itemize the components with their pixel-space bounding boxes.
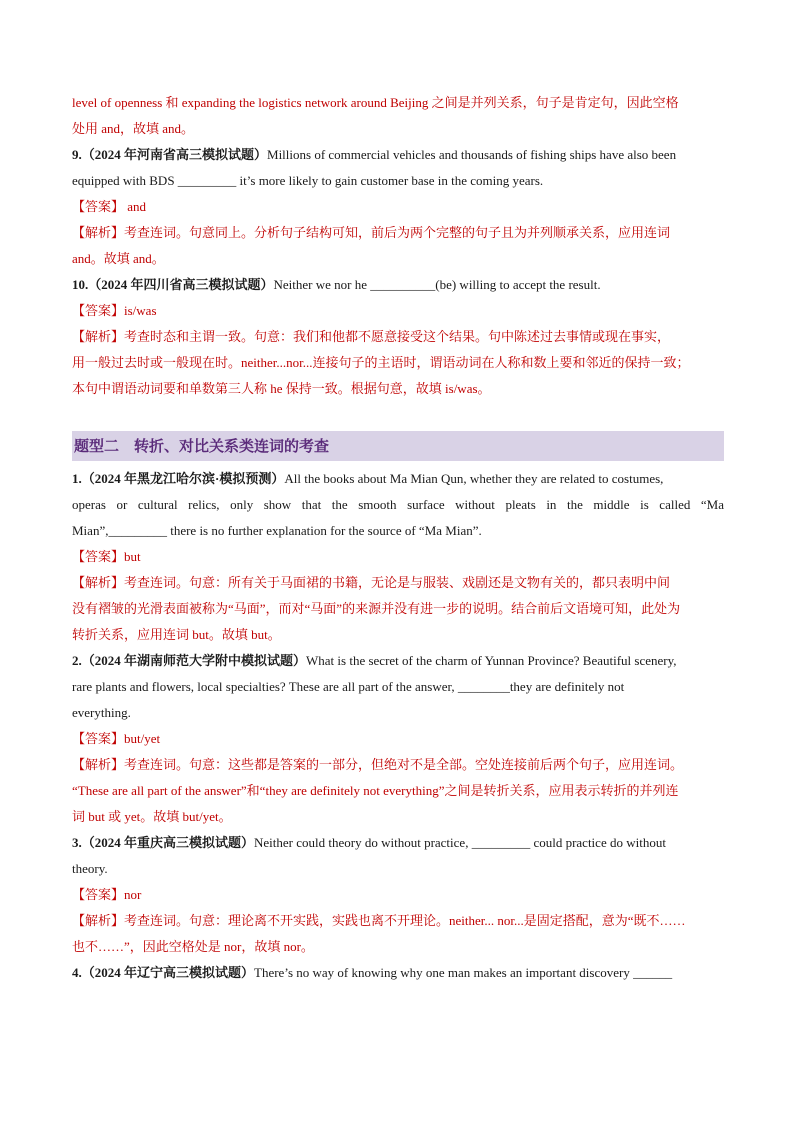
- q10-number: 10.: [72, 277, 89, 292]
- q9-stem-line-1: [72, 142, 724, 168]
- s2q1-stem-line-2: operas or cultural relics, only show that the smooth surface without pleats in the middle is called “Ma: [72, 497, 724, 512]
- s2q1-source: （2024 年黑龙江哈尔滨·模拟预测）: [81, 471, 285, 486]
- q10-source: （2024 年四川省高三模拟试题）: [88, 277, 274, 292]
- q9-source: （2024 年河南省高三模拟试题）: [81, 147, 268, 162]
- q8-explanation-line-2: 处用 and，故填 and。: [72, 121, 195, 136]
- s2q3-stem-text-1: Neither could theory do without practice, _________ could practice do without: [254, 835, 666, 850]
- s2q2-stem-line-3: everything.: [72, 705, 131, 720]
- q10-stem-line-1: [72, 272, 724, 298]
- s2q2-explanation-line-2: “These are all part of the answer”和“they are definitely not everything”之间是转折关系，应用表示转折的并列连: [72, 783, 679, 798]
- q10-explanation-line-3: 本句中谓语动词要和单数第三人称 he 保持一致。根据句意，故填 is/was。: [72, 381, 491, 396]
- s2q3-answer: 【答案】nor: [72, 887, 142, 902]
- s2q2-explanation-line-1: 【解析】考查连词。句意：这些都是答案的一部分，但绝对不是全部。空处连接前后两个句子，应用连词。: [72, 757, 684, 772]
- s2q1-explanation-line-1: 【解析】考查连词。句意：所有关于马面裙的书籍，无论是与服装、戏剧还是文物有关的，都只表明中间: [72, 575, 671, 590]
- q10-explanation-line-2: 用一般过去时或一般现在时。neither...nor...连接句子的主语时，谓语动词在人称和数上要和邻近的保持一致；: [72, 355, 690, 370]
- q8-explanation-line-1: level of openness 和 expanding the logistics network around Beijing 之间是并列关系，句子是肯定句，因此空格: [72, 95, 679, 110]
- s2q1-explanation-line-2: 没有褶皱的光滑表面被称为“马面”，而对“马面”的来源并没有进一步的说明。结合前后文语境可知，此处为: [72, 601, 681, 616]
- s2q3-source: （2024 年重庆高三模拟试题）: [81, 835, 255, 850]
- q9-stem-line-2: equipped with BDS _________ it’s more likely to gain customer base in the coming years.: [72, 173, 544, 188]
- s2q1-explanation-line-3: 转折关系，应用连词 but。故填 but。: [72, 627, 281, 642]
- s2q1-stem-line-3: Mian”,_________ there is no further explanation for the source of “Ma Mian”.: [72, 523, 482, 538]
- document-content: [72, 90, 724, 986]
- s2q4-stem-text-1: There’s no way of knowing why one man makes an important discovery ______: [254, 965, 673, 980]
- section-heading-type-2: 题型二 转折、对比关系类连词的考查: [72, 431, 724, 461]
- s2q3-number: 3.: [72, 835, 82, 850]
- s2q4-stem-line-1: [72, 960, 724, 986]
- s2q2-stem-text-1: What is the secret of the charm of Yunnan Province? Beautiful scenery,: [306, 653, 677, 668]
- s2q4-source: （2024 年辽宁高三模拟试题）: [81, 965, 255, 980]
- s2q1-stem-text-1: All the books about Ma Mian Qun, whether they are related to costumes,: [284, 471, 664, 486]
- s2q1-number: 1.: [72, 471, 82, 486]
- s2q3-explanation-line-1: 【解析】考查连词。句意：理论离不开实践，实践也离不开理论。neither... nor...是固定搭配，意为“既不……: [72, 913, 686, 928]
- s2q1-stem-line-1: [72, 466, 724, 492]
- q9-number: 9.: [72, 147, 82, 162]
- s2q2-stem-line-2: rare plants and flowers, local specialties? These are all part of the answer, ________they are definitely not: [72, 679, 625, 694]
- q9-stem-text-1: Millions of commercial vehicles and thousands of fishing ships have also been: [267, 147, 677, 162]
- q9-explanation-line-2: and。故填 and。: [72, 251, 165, 266]
- s2q2-stem-line-1: [72, 648, 724, 674]
- s2q2-source: （2024 年湖南师范大学附中模拟试题）: [81, 653, 307, 668]
- s2q3-explanation-line-2: 也不……”，因此空格处是 nor，故填 nor。: [72, 939, 314, 954]
- s2q2-answer: 【答案】but/yet: [72, 731, 161, 746]
- q10-stem-text-1: Neither we nor he __________(be) willing to accept the result.: [273, 277, 601, 292]
- q10-answer: 【答案】is/was: [72, 303, 157, 318]
- s2q4-number: 4.: [72, 965, 82, 980]
- s2q3-stem-line-2: theory.: [72, 861, 108, 876]
- q10-explanation-line-1: 【解析】考查时态和主谓一致。句意：我们和他都不愿意接受这个结果。句中陈述过去事情或现在事实，: [72, 329, 671, 344]
- q9-explanation-line-1: 【解析】考查连词。句意同上。分析句子结构可知，前后为两个完整的句子且为并列顺承关系，应用连词: [72, 225, 671, 240]
- s2q2-explanation-line-3: 词 but 或 yet。故填 but/yet。: [72, 809, 232, 824]
- s2q3-stem-line-1: [72, 830, 724, 856]
- s2q1-answer: 【答案】but: [72, 549, 141, 564]
- s2q2-number: 2.: [72, 653, 82, 668]
- q9-answer: 【答案】 and: [72, 199, 147, 214]
